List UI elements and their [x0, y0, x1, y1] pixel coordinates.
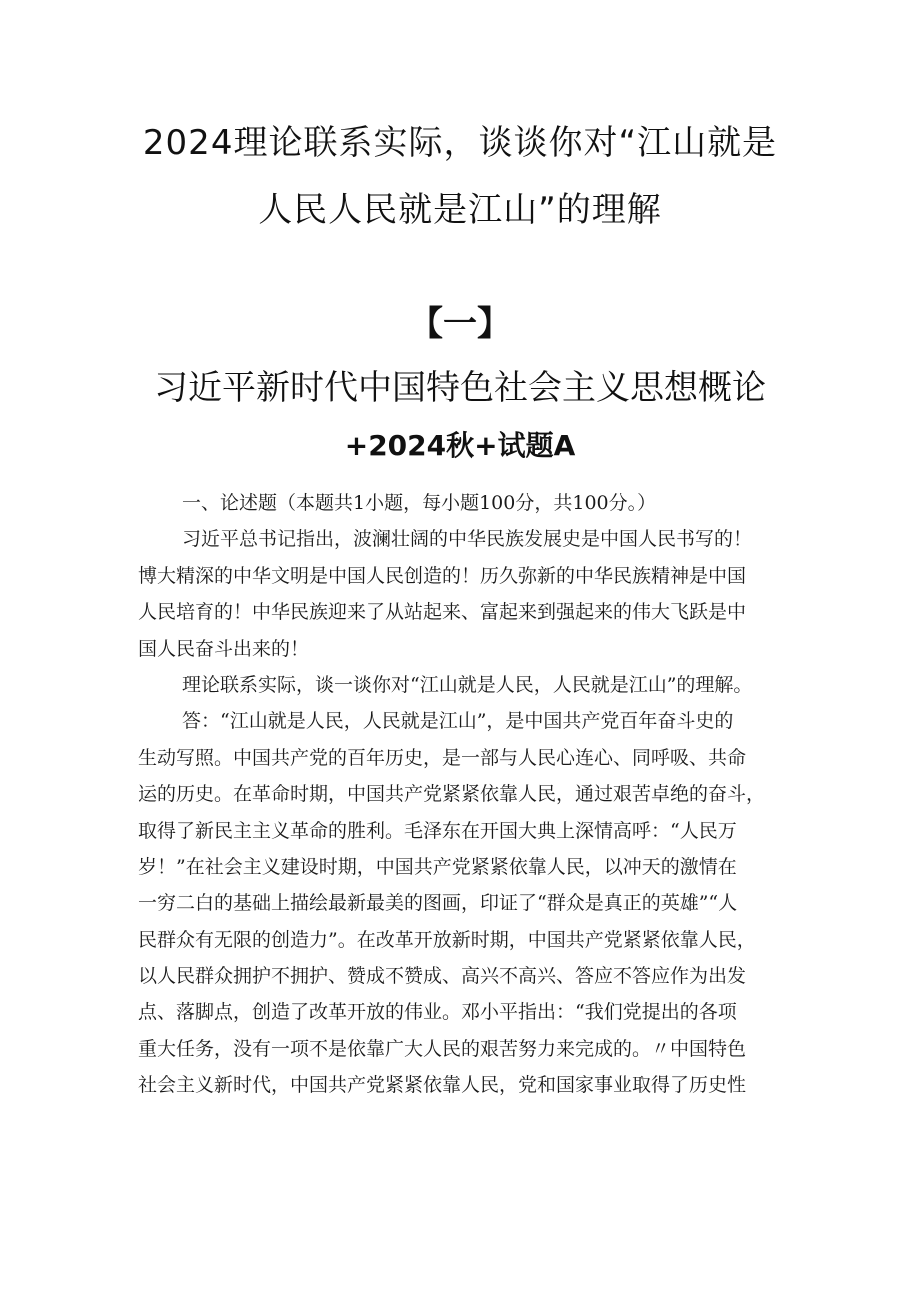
body-line: 国人民奋斗出来的！ — [138, 637, 310, 660]
answer-line: 一穷二白的基础上描绘最新最美的图画，印证了“群众是真正的英雄”“人 — [138, 892, 738, 915]
answer-line: 答：“江山就是人民，人民就是江山”，是中国共产党百年奋斗史的 — [182, 710, 734, 733]
answer-line: 取得了新民主主义革命的胜利。毛泽东在开国大典上深情高呼：“人民万 — [138, 819, 737, 842]
question-header: 一、论述题（本题共1小题，每小题100分，共100分。） — [182, 492, 657, 514]
subtitle-line-1: 习近平新时代中国特色社会主义思想概论 — [154, 368, 766, 408]
subtitle-line-2: +2024秋+试题A — [344, 429, 576, 462]
answer-line: 运的历史。在革命时期，中国共产党紧紧依靠人民，通过艰苦卓绝的奋斗， — [138, 783, 766, 806]
document-title-line-1: 2024理论联系实际，谈谈你对“江山就是 — [142, 123, 778, 163]
answer-line: 民群众有无限的创造力”。在改革开放新时期，中国共产党紧紧依靠人民， — [138, 928, 756, 951]
body-line: 人民培育的！中华民族迎来了从站起来、富起来到强起来的伟大飞跃是中 — [138, 601, 747, 624]
document-title-line-2: 人民人民就是江山”的理解 — [258, 190, 662, 230]
question-prompt: 理论联系实际，谈一谈你对“江山就是人民，人民就是江山”的理解。 — [182, 673, 753, 696]
body-line: 博大精深的中华文明是中国人民创造的！历久弥新的中华民族精神是中国 — [138, 564, 747, 587]
section-mark: 【一】 — [409, 304, 511, 344]
answer-line: 重大任务，没有一项不是依靠广大人民的艰苦努力来完成的。〃中国特色 — [138, 1037, 747, 1060]
body-text — [138, 485, 798, 1104]
answer-line: 以人民群众拥护不拥护、赞成不赞成、高兴不高兴、答应不答应作为出发 — [138, 965, 747, 988]
answer-line: 岁！”在社会主义建设时期，中国共产党紧紧依靠人民，以冲天的激情在 — [138, 855, 737, 878]
answer-line: 生动写照。中国共产党的百年历史，是一部与人民心连心、同呼吸、共命 — [138, 746, 747, 769]
answer-line: 点、落脚点，创造了改革开放的伟业。邓小平指出：“我们党提出的各项 — [138, 1001, 737, 1024]
answer-line: 社会主义新时代，中国共产党紧紧依靠人民，党和国家事业取得了历史性 — [138, 1074, 747, 1097]
body-line: 习近平总书记指出，波澜壮阔的中华民族发展史是中国人民书写的！ — [182, 528, 753, 551]
